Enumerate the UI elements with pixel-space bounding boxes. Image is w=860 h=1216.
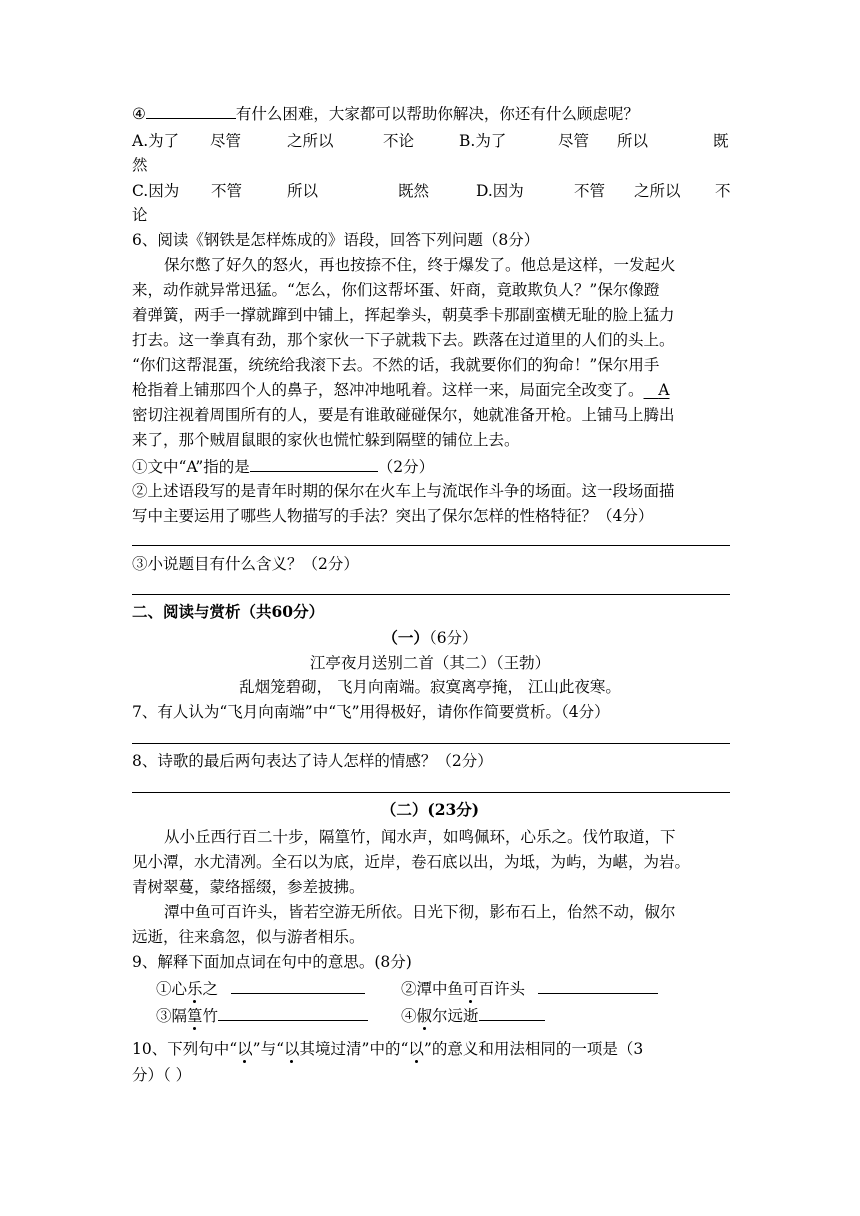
question-10-line2: 分）（ ）	[132, 1066, 192, 1084]
prose-line: 潭中鱼可百许头，皆若空游无所依。日光下彻，影布石上，佁然不动，俶尔	[164, 903, 676, 921]
option-d-word-3: 之所以	[634, 182, 681, 200]
item-text: 百许头	[478, 980, 526, 998]
answer-line[interactable]	[132, 594, 730, 595]
option-b-word-3: 所以	[617, 132, 649, 150]
option-a-label: A.为了	[132, 132, 180, 150]
q10-text: 其境过清”中的“	[299, 1040, 409, 1058]
passage-line: 着弹簧，两手一撑就蹿到中铺上，挥起拳头，朝莫季卡那副蛮横无耻的脸上猛力	[132, 306, 675, 324]
dotted-word: 篁	[187, 1007, 203, 1025]
part-1-score: （6分）	[428, 629, 478, 647]
option-b-word-4: 既	[713, 132, 729, 150]
option-b-word-2: 尽管	[558, 132, 590, 150]
answer-line[interactable]	[132, 743, 730, 744]
q6-sub3: ③小说题目有什么含义？（2分）	[132, 555, 359, 573]
passage-line: 来，动作就异常迅猛。“怎么，你们这帮坏蛋、奸商，竟敢欺负人？”保尔像蹬	[132, 281, 660, 299]
option-a-word-4: 不论	[383, 132, 415, 150]
option-b-wrap: 然	[132, 156, 148, 174]
dotted-word: 以	[408, 1040, 424, 1058]
poem-title: 江亭夜月送别二首（其二）（王勃）	[309, 654, 551, 672]
q10-text: ”的意义和用法相同的一项是（3	[423, 1040, 644, 1058]
q9-item-2	[401, 977, 658, 1000]
part-1-title: （一）	[382, 628, 429, 647]
item-marker: ④	[132, 105, 146, 123]
question-9: 9、解释下面加点词在句中的意思。(8分)	[132, 953, 412, 971]
blank-letter-a	[644, 381, 670, 399]
question-8: 8、诗歌的最后两句表达了诗人怎样的情感？（2分）	[132, 752, 493, 770]
section-2-title: 二、阅读与赏析（共60分）	[132, 602, 325, 621]
dotted-word: 乐	[187, 980, 203, 998]
prose-line: 青树翠蔓，蒙络摇缀，参差披拂。	[132, 878, 365, 896]
q6-sub1	[132, 455, 434, 478]
answer-line[interactable]	[132, 545, 730, 546]
item-text: ②潭中鱼	[401, 980, 464, 998]
passage-text: 枪指着上铺那四个人的鼻子，怒冲冲地吼着。这样一来，局面完全改变了。	[132, 381, 644, 399]
item-text: 有什么困难，大家都可以帮助你解决，你还有什么顾虑呢？	[235, 105, 639, 123]
q10-text: 10、下列句中“	[132, 1040, 238, 1058]
question-7: 7、有人认为“飞月向南端”中“飞”用得极好，请你作简要赏析。（4分）	[132, 703, 610, 721]
item-text: ①心	[156, 980, 188, 998]
passage-line: 保尔憋了好久的怒火，再也按捺不住，终于爆发了。他总是这样，一发起火	[164, 256, 676, 274]
option-d-label: D.因为	[476, 182, 524, 200]
q9-item-1	[156, 977, 365, 1000]
passage-line: “你们这帮混蛋，统统给我滚下去。不然的话，我就要你们的狗命！”保尔用手	[132, 356, 660, 374]
q6-sub2-line2: 写中主要运用了哪些人物描写的手法？突出了保尔怎样的性格特征？（4分）	[132, 507, 654, 525]
part-2-title: （二）(23分)	[380, 800, 480, 819]
prose-line: 见小潭，水尤清冽。全石以为底，近岸，卷石底以出，为坻，为屿，为嵁，为岩。	[132, 853, 691, 871]
prose-line: 远逝，往来翕忽，似与游者相乐。	[132, 928, 365, 946]
option-c-word-3: 所以	[287, 182, 319, 200]
item-text: ④	[401, 1007, 417, 1025]
passage-line	[132, 379, 670, 401]
option-c-label: C.因为	[132, 182, 180, 200]
answer-line[interactable]	[132, 792, 730, 793]
item-text: ③隔	[156, 1007, 188, 1025]
question-6-title: 6、阅读《钢铁是怎样炼成的》语段，回答下列问题（8分）	[132, 231, 540, 249]
q6-sub2-line1: ②上述语段写的是青年时期的保尔在火车上与流氓作斗争的场面。这一段场面描	[132, 482, 675, 500]
answer-blank[interactable]	[218, 1004, 368, 1021]
option-a-word-2: 尽管	[210, 132, 242, 150]
item-text: 竹	[202, 1007, 219, 1025]
poem-line: 乱烟笼碧砌， 飞月向南端。寂寞离亭掩， 江山此夜寒。	[239, 678, 621, 696]
passage-line: 来了，那个贼眉鼠眼的家伙也慌忙躲到隔壁的铺位上去。	[132, 431, 520, 449]
answer-blank[interactable]	[250, 455, 378, 472]
option-d-wrap: 论	[132, 206, 148, 224]
q9-item-3	[156, 1004, 368, 1027]
part-1-heading	[0, 627, 860, 649]
item-text: 尔远逝	[432, 1007, 479, 1025]
answer-blank[interactable]	[231, 977, 365, 994]
dotted-word: 以	[237, 1040, 253, 1058]
dotted-word: 可	[463, 980, 479, 998]
option-c-word-4: 既然	[398, 182, 430, 200]
prose-line: 从小丘西行百二十步，隔篁竹，闻水声，如鸣佩环，心乐之。伐竹取道，下	[164, 828, 676, 846]
answer-blank[interactable]	[479, 1004, 545, 1021]
sub1-score: （2分）	[377, 458, 435, 476]
q9-item-4	[401, 1004, 545, 1027]
dotted-word: 以	[284, 1040, 300, 1058]
question-5-item-4	[132, 102, 639, 125]
option-a-word-3: 之所以	[287, 132, 334, 150]
sub1-text: ①文中“A”指的是	[132, 458, 250, 476]
q10-text: ”与“	[252, 1040, 285, 1058]
passage-line: 密切注视着周围所有的人，要是有谁敢碰碰保尔，她就准备开枪。上铺马上腾出	[132, 406, 675, 424]
option-c-word-2: 不管	[211, 182, 243, 200]
option-b-label: B.为了	[459, 132, 507, 150]
answer-blank[interactable]	[538, 977, 658, 994]
blank-letter-text: A	[658, 381, 670, 399]
dotted-word: 俶	[416, 1007, 433, 1025]
passage-line: 打去。这一拳真有劲，那个家伙一下子就栽下去。跌落在过道里的人们的头上。	[132, 331, 675, 349]
option-d-word-4: 不	[715, 182, 731, 200]
item-text: 之	[202, 980, 219, 998]
question-10-line1	[132, 1038, 643, 1060]
option-d-word-2: 不管	[574, 182, 606, 200]
answer-blank[interactable]	[146, 102, 236, 119]
